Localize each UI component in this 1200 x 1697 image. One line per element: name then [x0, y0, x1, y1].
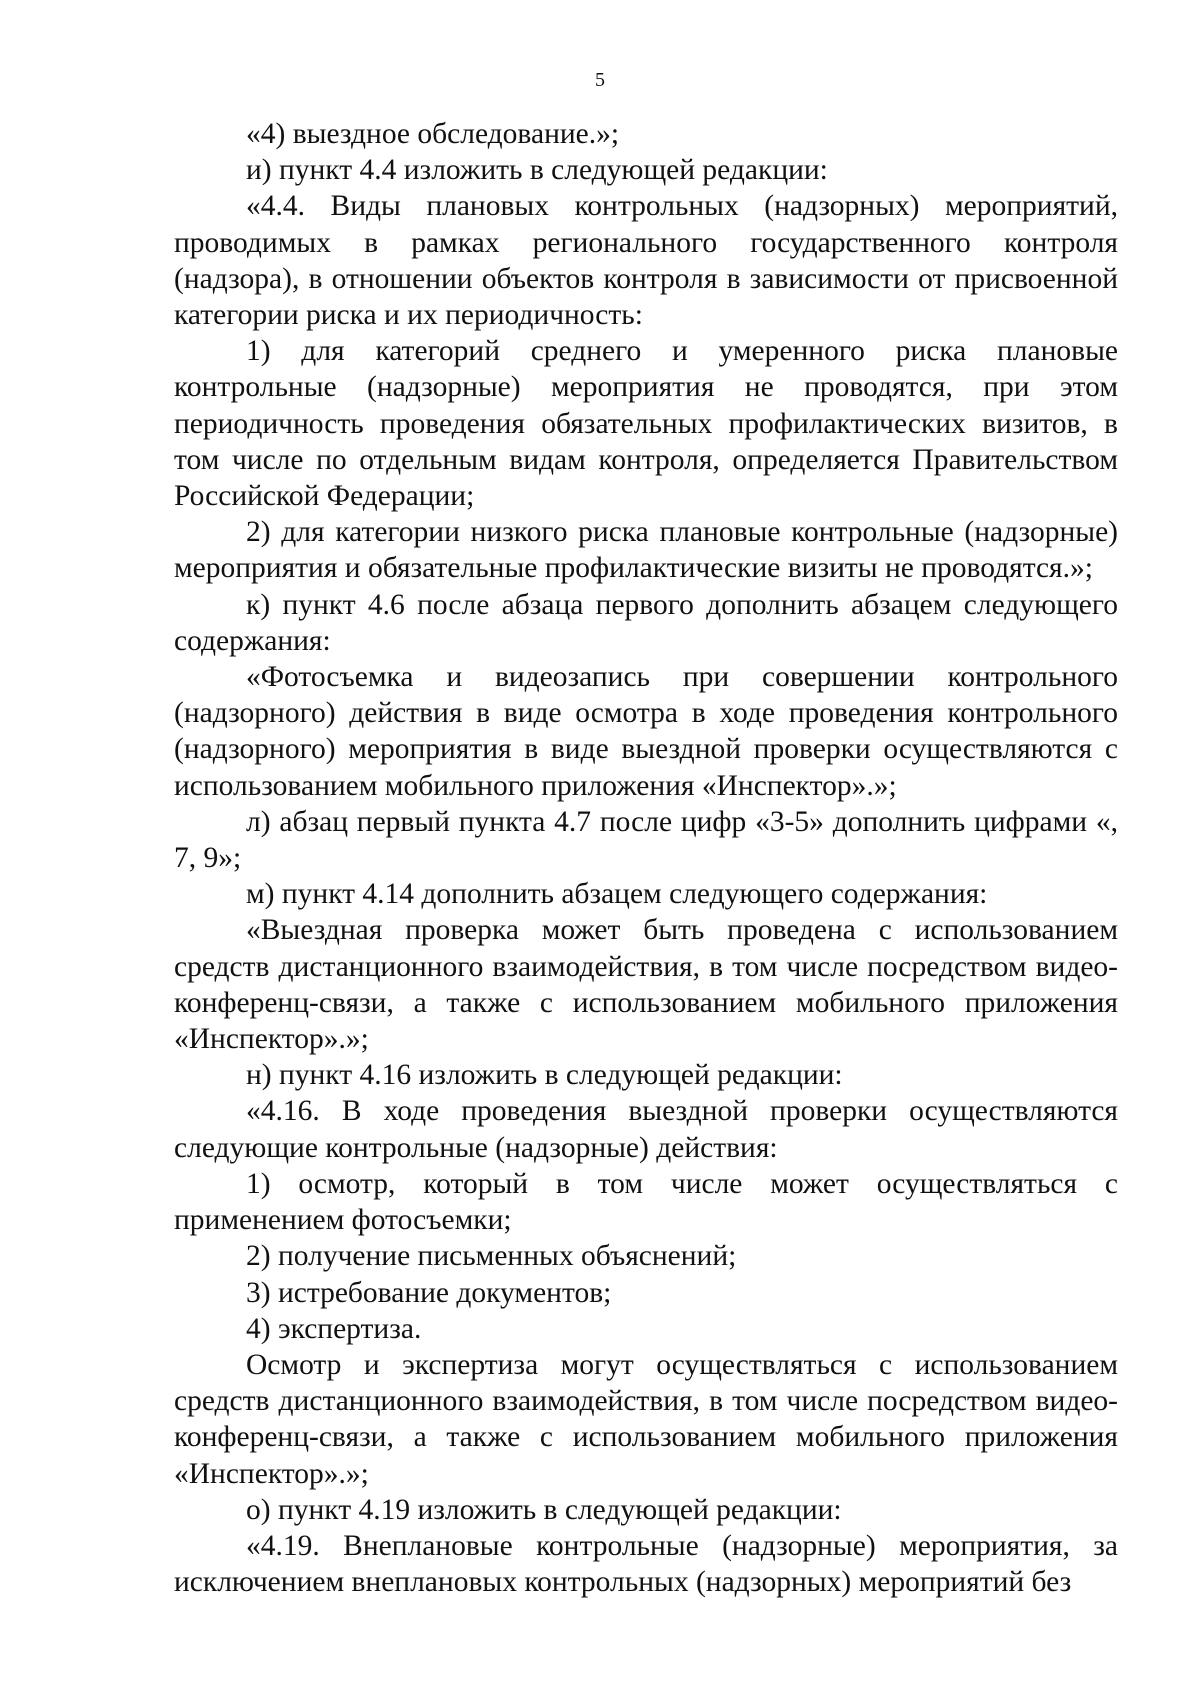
paragraph: 2) для категории низкого риска плановые контрольные (надзорные) мероприятия и обязательные профилактические визиты не проводятся.»;	[174, 516, 1118, 585]
paragraph: «4) выездное обследование.»;	[246, 118, 620, 150]
paragraph: «4.19. Внеплановые контрольные (надзорные) мероприятия, за исключением внеплановых контрольных (надзорных) мероприятий без	[174, 1529, 1118, 1599]
paragraph: 1) осмотр, который в том числе может осуществляться с применением фотосъемки;	[174, 1167, 1118, 1237]
paragraph: «4.4. Виды плановых контрольных (надзорных) мероприятий, проводимых в рамках регионального государственного контроля (надзора), в отношении объектов контроля в зависимости от присвоенной категории риска и их периодичность:	[174, 190, 1118, 332]
paragraph: 4) экспертиза.	[246, 1312, 422, 1345]
paragraph: 3) истребование документов;	[246, 1276, 612, 1309]
document-body	[174, 116, 1118, 1600]
paragraph: «Фотосъемка и видеозапись при совершении контрольного (надзорного) действия в виде осмотра в ходе проведения контрольного (надзорного) мероприятия в виде выездной проверки осуществляются с использованием мобильного приложения «Инспектор».»;	[174, 661, 1118, 802]
paragraph: н) пункт 4.16 изложить в следующей редакции:	[246, 1059, 843, 1092]
paragraph: Осмотр и экспертиза могут осуществляться с использованием средств дистанционного взаимодействия, в том числе посредством видео-конференц-связи, а также с использованием мобильного приложения «Инспектор».»;	[174, 1348, 1118, 1490]
paragraph: «Выездная проверка может быть проведена с использованием средств дистанционного взаимодействия, в том числе посредством видео-конференц-связи, а также с использованием мобильного приложения «Инспектор».»;	[174, 914, 1118, 1056]
paragraph: м) пункт 4.14 дополнить абзацем следующего содержания:	[246, 878, 988, 911]
paragraph: к) пункт 4.6 после абзаца первого дополнить абзацем следующего содержания:	[174, 588, 1118, 657]
paragraph: л) абзац первый пункта 4.7 после цифр «3-5» дополнить цифрами «, 7, 9»;	[174, 805, 1118, 875]
paragraph: 1) для категорий среднего и умеренного риска плановые контрольные (надзорные) мероприятия не проводятся, при этом периодичность проведения обязательных профилактических визитов, в том числе по отдельным видам контроля, определяется Правительством Российской Федерации;	[174, 335, 1118, 513]
paragraph: о) пункт 4.19 изложить в следующей редакции:	[246, 1493, 842, 1526]
page-number: 5	[595, 69, 605, 91]
paragraph: «4.16. В ходе проведения выездной проверки осуществляются следующие контрольные (надзорные) действия:	[174, 1095, 1118, 1164]
paragraph: и) пункт 4.4 изложить в следующей редакции:	[246, 154, 828, 187]
paragraph: 2) получение письменных объяснений;	[246, 1240, 737, 1273]
